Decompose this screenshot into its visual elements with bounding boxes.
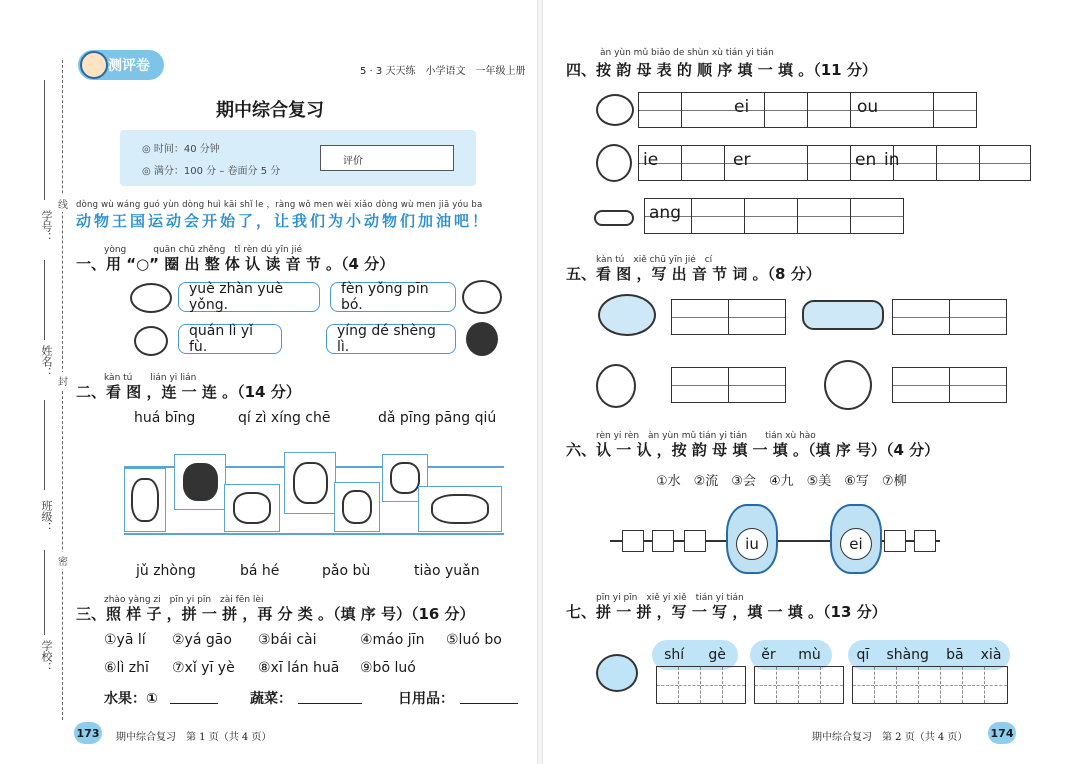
bear-left-label: iu [736,528,768,560]
q3-option-1: ①yā lí [104,632,146,648]
q4-cell[interactable]: er [724,145,808,181]
q4-cell[interactable] [850,198,904,234]
student-id-label: 学号： [40,210,53,243]
q2-bottom-2: bá hé [240,563,280,579]
vegetable-answer[interactable] [298,690,362,704]
lion-answer[interactable] [672,299,786,335]
q2-pinyin: kàn tú lián yi lián [104,373,197,383]
fruit-label: 水果：① [104,691,158,707]
picture-strip-bottom [124,533,504,535]
q4-cell[interactable] [936,145,980,181]
monkey-icon [342,490,373,524]
q4-cell[interactable] [807,145,851,181]
score-info: ◎ 满分：100 分 – 卷面分 5 分 [142,166,281,177]
q4-row-2 [639,145,1031,181]
q4-cell[interactable] [797,198,851,234]
q3-option-3: ③bái cài [258,632,317,648]
series-title: 5 · 3 天天练 小学语文 一年级上册 [360,66,526,77]
sheep-icon [130,283,172,313]
evaluation-box[interactable] [320,145,454,171]
q7-pinyin: pīn yi pīn xiě yi xiě tián yi tián [596,593,744,603]
school-label: 学校： [40,640,53,673]
book-spine [537,0,543,764]
zebra-icon [596,364,636,408]
footer-left: 期中综合复习 第 1 页（共 4 页） [116,732,272,743]
panda-icon [824,360,872,410]
q4-pinyin: àn yùn mǔ biǎo de shùn xù tián yi tián [600,48,774,58]
q2-bottom-1: jǔ zhòng [136,563,196,579]
cloud-1: shí gè [652,640,738,670]
q2-top-3: dǎ pīng pāng qiú [378,410,497,426]
answer-box-3[interactable] [684,530,706,552]
q4-row-3 [645,198,904,234]
q4-cell[interactable] [744,198,798,234]
animals-tugofwar-card[interactable] [418,486,502,532]
pig-icon [134,326,168,356]
q1-bubble-3[interactable]: quán lì yǐ fù. [178,324,282,354]
writing-grid-3[interactable] [852,666,1008,704]
monkey-jumping-card[interactable] [334,482,380,532]
q1-bubble-4[interactable]: yíng dé shèng lì. [326,324,456,354]
q4-cell[interactable] [691,198,745,234]
footer-right: 期中综合复习 第 2 页（共 4 页） [812,732,968,743]
mouse-icon [233,492,271,524]
q2-heading: 二、看 图 ，连 一 连 。（14 分） [76,383,301,401]
crocodile-answer[interactable] [893,299,1007,335]
daily-goods-label: 日用品： [398,691,454,707]
q2-top-1: huá bīng [134,410,196,426]
time-info: ◎ 时间：40 分钟 [142,144,220,155]
q3-option-2: ②yá gāo [172,632,232,648]
q3-option-5: ⑤luó bo [446,632,502,648]
q4-cell[interactable] [638,92,682,128]
q1-heading: 一、用 “○” 圈 出 整 体 认 读 音 节 。（4 分） [76,255,395,273]
frog-icon [596,654,638,692]
name-label: 姓名： [40,345,53,378]
q6-options: ①水 ②流 ③会 ④九 ⑤美 ⑥写 ⑦柳 [656,474,907,489]
cut-mark-3: 密 [58,552,68,569]
dolphin-icon [462,280,502,314]
q4-cell[interactable] [807,92,851,128]
rabbit-running-card[interactable] [124,468,166,532]
slogan: 动物王国运动会开始了，让我们为小动物们加油吧！ [76,212,491,230]
q4-cell[interactable]: in [893,145,937,181]
test-badge [78,50,164,80]
q7-heading: 七、拼 一 拼 ，写 一 写 ，填 一 填 。（13 分） [566,603,887,621]
animal-group-icon [431,494,488,525]
writing-grid-2[interactable] [754,666,844,704]
class-field[interactable] [44,400,45,490]
answer-box-4[interactable] [884,530,906,552]
daily-goods-answer[interactable] [460,690,518,704]
slogan-pinyin: dòng wù wáng guó yùn dòng huì kāi shǐ le ，ràng wǒ men wèi xiǎo dòng wù men jiā yóu ba [76,200,483,210]
q2-bottom-4: tiào yuǎn [414,563,480,579]
panda-pingpong-card[interactable] [174,454,226,510]
cloud-3: qī shàng bā xià [848,640,1010,670]
penguin-icon [466,322,498,356]
crocodile-icon [802,300,884,330]
cat-icon [293,462,328,504]
q3-option-6: ⑥lì zhī [104,660,149,676]
q5-pinyin: kàn tú xiě chū yīn jié cí [596,255,713,265]
q4-cell[interactable]: ie [638,145,682,181]
name-field[interactable] [44,260,45,340]
q2-top-2: qí zì xíng chē [238,410,331,426]
q4-heading: 四、按 韵 母 表 的 顺 序 填 一 填 。（11 分） [566,61,877,79]
q6-heading: 六、认 一 认 ，按 韵 母 填 一 填 。（填 序 号）（4 分） [566,441,940,459]
rabbit-icon [596,144,632,182]
answer-box-2[interactable] [652,530,674,552]
page-title: 期中综合复习 [216,100,324,121]
lion-icon [598,294,656,336]
cut-line [62,60,63,720]
cut-mark-2: 封 [58,372,68,389]
cut-mark-1: 线 [58,195,68,212]
vegetable-label: 蔬菜： [250,691,292,707]
q3-option-8: ⑧xī lán huā [258,660,340,676]
q1-pinyin: yòng quān chū zhěng tǐ rèn dú yīn jié [104,245,303,255]
bear-right-label: ei [840,528,872,560]
writing-grid-1[interactable] [656,666,746,704]
q3-option-4: ④máo jīn [360,632,425,648]
panda-answer[interactable] [893,367,1007,403]
q3-pinyin: zhào yàng zi pīn yi pīn zài fēn lèi [104,595,264,605]
q4-cell[interactable]: ou [850,92,934,128]
zebra-answer[interactable] [672,367,786,403]
class-label: 班级： [40,500,53,533]
q3-option-9: ⑨bō luó [360,660,416,676]
q4-cell[interactable]: en [850,145,894,181]
snail-icon [596,94,634,126]
student-face-icon [80,51,108,79]
page-number-left: 173 [74,722,102,744]
q4-cell[interactable]: ei [681,92,765,128]
lizard-icon [594,210,634,226]
q4-cell[interactable] [764,92,808,128]
school-field[interactable] [44,550,45,635]
panda-icon [183,463,218,501]
q2-bottom-3: pǎo bù [322,563,371,579]
badge-label: 测评卷 [108,58,150,74]
q4-row-1 [639,92,977,128]
q1-bubble-1[interactable]: yuè zhàn yuè yǒng. [178,282,320,312]
q4-cell[interactable] [933,92,977,128]
answer-box-5[interactable] [914,530,936,552]
info-box [120,130,476,186]
q6-pinyin: rèn yi rèn àn yùn mǔ tián yi tián tián xù hào [596,431,816,441]
q3-option-7: ⑦xǐ yī yè [172,660,235,676]
q4-cell[interactable] [681,145,725,181]
q4-cell[interactable] [979,145,1031,181]
fruit-answer[interactable] [170,690,218,704]
answer-box-1[interactable] [622,530,644,552]
q1-bubble-2[interactable]: fèn yǒng pīn bó. [330,282,456,312]
q3-heading: 三、照 样 子 ，拼 一 拼 ，再 分 类 。（填 序 号）（16 分） [76,605,475,623]
fox-icon [390,462,421,494]
q4-cell[interactable]: ang [644,198,692,234]
page-number-right: 174 [988,722,1016,744]
evaluation-label: 评价 [343,156,363,167]
rabbit-icon [131,478,159,521]
cat-skating-card[interactable] [284,452,336,514]
q5-heading: 五、看 图 ，写 出 音 节 词 。（8 分） [566,265,821,283]
mouse-weightlifting-card[interactable] [224,484,280,532]
cloud-2: ěr mù [750,640,832,670]
